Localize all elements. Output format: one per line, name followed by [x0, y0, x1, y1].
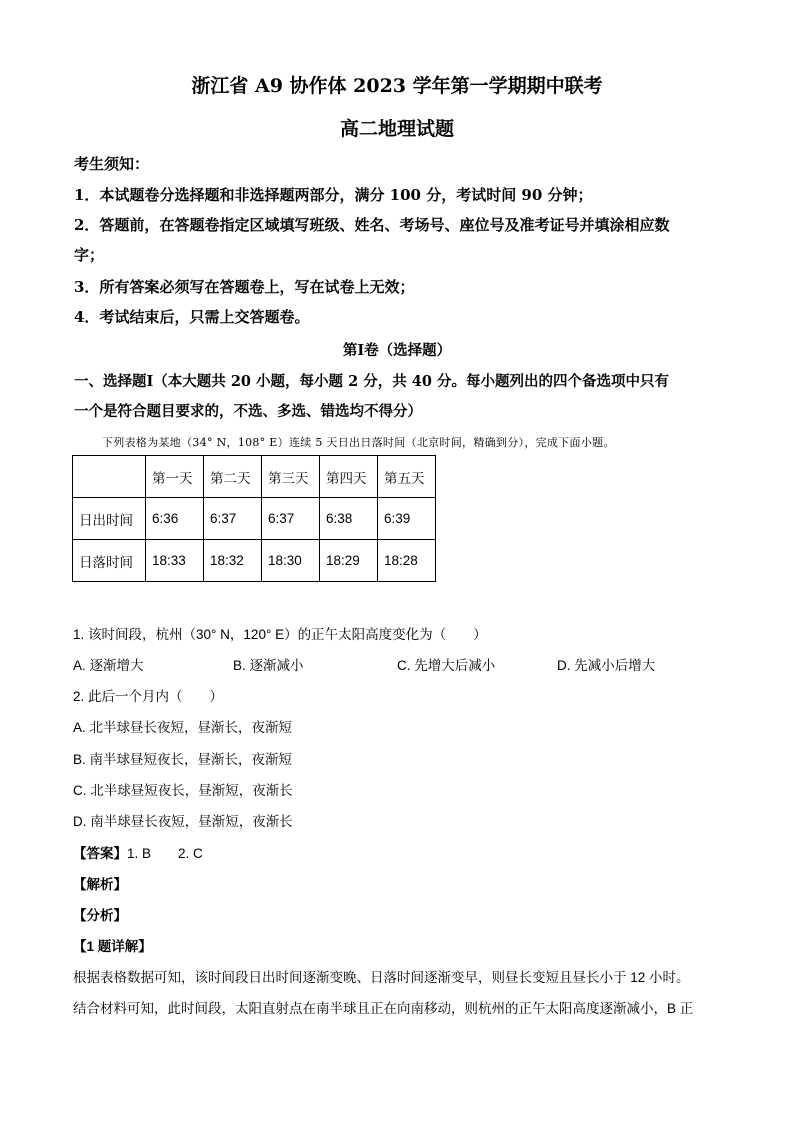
- answer-value: 1. B 2. C: [127, 846, 203, 861]
- table-cell: 18:29: [320, 540, 378, 582]
- table-row: [73, 540, 436, 582]
- notice-item: 4．考试结束后，只需上交答题卷。: [74, 308, 310, 326]
- fenxi-label: 【分析】: [73, 908, 127, 923]
- table-cell: [73, 456, 146, 498]
- analysis-label: 【解析】: [73, 877, 127, 892]
- table-row-label: 日落时间: [73, 540, 146, 582]
- table-header-cell: 第五天: [378, 456, 436, 498]
- section-heading: 一、选择题Ⅰ（本大题共 20 小题，每小题 2 分，共 40 分。每小题列出的四个备选项中只有: [74, 373, 670, 390]
- q1-option-b: B. 逐渐减小: [233, 658, 304, 673]
- table-row-label: 日出时间: [73, 498, 146, 540]
- q2-option-b: B. 南半球昼短夜长，昼渐长，夜渐短: [73, 752, 293, 767]
- answer-label: 【答案】: [73, 846, 127, 861]
- table-cell: 6:39: [378, 498, 436, 540]
- notice-item: 字；: [74, 246, 105, 264]
- q1-option-a: A. 逐渐增大: [73, 658, 144, 673]
- question-2-stem: 2. 此后一个月内（ ）: [73, 689, 224, 704]
- exam-subtitle: 高二地理试题: [339, 118, 454, 140]
- notice-item: 3．所有答案必须写在答题卷上，写在试卷上无效；: [74, 278, 415, 296]
- q2-option-a: A. 北半球昼长夜短，昼渐长，夜渐短: [73, 720, 293, 735]
- table-cell: 6:37: [204, 498, 262, 540]
- table-cell: 6:37: [262, 498, 320, 540]
- notice-item: 2．答题前，在答题卷指定区域填写班级、姓名、考场号、座位号及准考证号并填涂相应数: [74, 216, 670, 234]
- detail-text: 根据表格数据可知，该时间段日出时间逐渐变晚、日落时间逐渐变早，则昼长变短且昼长小于 12 小时。: [73, 970, 690, 985]
- table-row: [73, 498, 436, 540]
- table-header-cell: 第四天: [320, 456, 378, 498]
- table-header-cell: 第二天: [204, 456, 262, 498]
- notice-heading: 考生须知：: [74, 155, 150, 173]
- exam-title: 浙江省 A9 协作体 2023 学年第一学期期中联考: [191, 75, 603, 97]
- table-cell: 18:30: [262, 540, 320, 582]
- table-cell: 6:38: [320, 498, 378, 540]
- material-text: 下列表格为某地（34° N，108° E）连续 5 天日出日落时间（北京时间，精确到分），完成下面小题。: [102, 436, 615, 449]
- table-header-cell: 第三天: [262, 456, 320, 498]
- q2-option-c: C. 北半球昼短夜长，昼渐短，夜渐长: [73, 783, 293, 798]
- table-header-row: [73, 456, 436, 498]
- table-cell: 18:32: [204, 540, 262, 582]
- detail-label: 【1 题详解】: [73, 939, 152, 954]
- table-cell: 6:36: [146, 498, 204, 540]
- sunrise-sunset-table: [72, 455, 436, 582]
- table-cell: 18:28: [378, 540, 436, 582]
- table-cell: 18:33: [146, 540, 204, 582]
- detail-text: 结合材料可知，此时间段，太阳直射点在南半球且正在向南移动，则杭州的正午太阳高度逐渐减小，B 正: [73, 1001, 694, 1016]
- q1-option-d: D. 先减小后增大: [557, 658, 656, 673]
- notice-item: 1．本试题卷分选择题和非选择题两部分，满分 100 分，考试时间 90 分钟；: [74, 186, 593, 204]
- question-1-stem: 1. 该时间段，杭州（30° N，120° E）的正午太阳高度变化为（ ）: [73, 627, 487, 642]
- answer-line: [73, 842, 203, 862]
- part-title: 第Ⅰ卷（选择题）: [342, 342, 452, 359]
- q2-option-d: D. 南半球昼长夜短，昼渐短，夜渐长: [73, 814, 293, 829]
- table-header-cell: 第一天: [146, 456, 204, 498]
- q1-option-c: C. 先增大后减小: [397, 658, 496, 673]
- section-heading-cont: 一个是符合题目要求的，不选、多选、错选均不得分）: [74, 403, 422, 420]
